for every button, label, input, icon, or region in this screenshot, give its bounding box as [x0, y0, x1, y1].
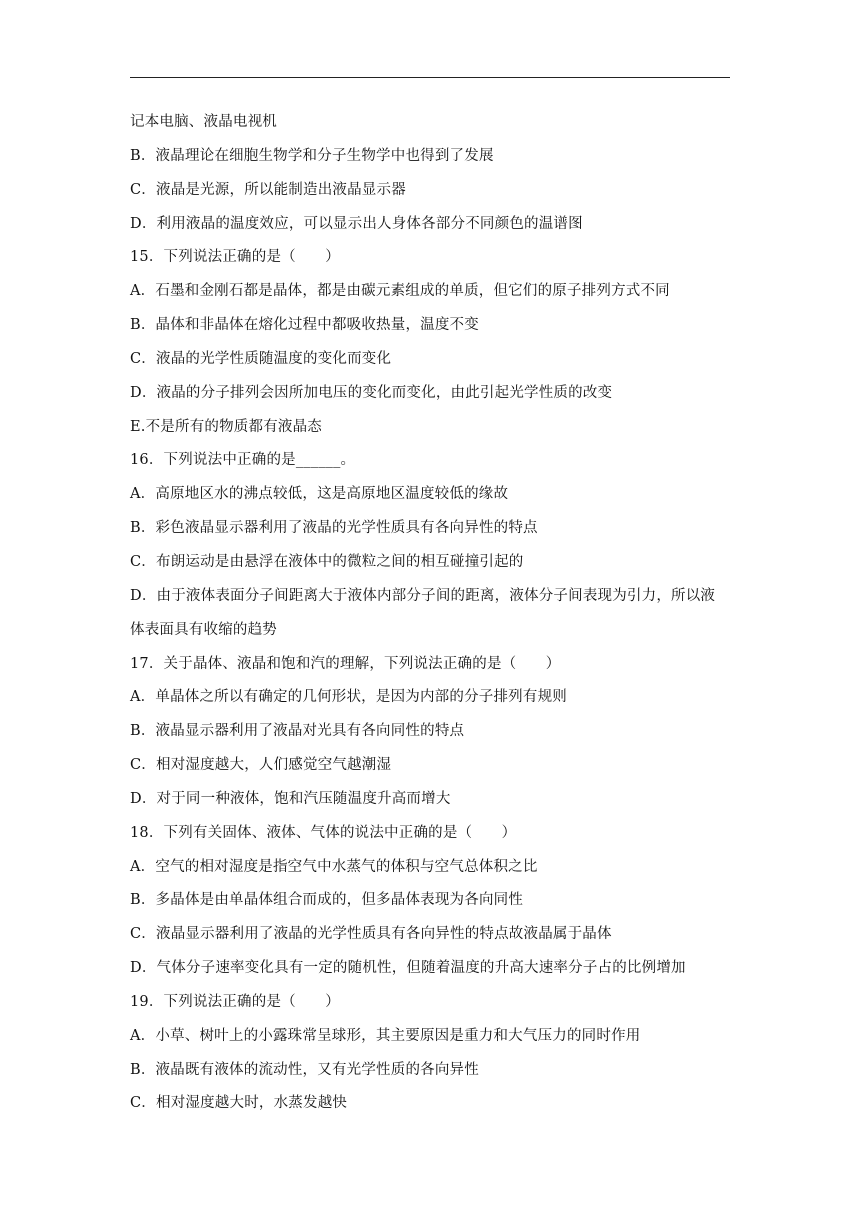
text-line: B．多晶体是由单晶体组合而成的，但多晶体表现为各向同性 — [130, 892, 524, 909]
header-rule — [130, 77, 730, 78]
text-line: A．空气的相对湿度是指空气中水蒸气的体积与空气总体积之比 — [130, 858, 538, 875]
question-stem: 16．下列说法中正确的是______。 — [130, 452, 356, 469]
text-line: B．彩色液晶显示器利用了液晶的光学性质具有各向异性的特点 — [130, 520, 538, 537]
text-line: B．液晶显示器利用了液晶对光具有各向同性的特点 — [130, 723, 465, 740]
text-line: A．石墨和金刚石都是晶体，都是由碳元素组成的单质，但它们的原子排列方式不同 — [130, 283, 670, 300]
text-line: B．液晶理论在细胞生物学和分子生物学中也得到了发展 — [130, 147, 494, 164]
text-line: C．液晶的光学性质随温度的变化而变化 — [130, 350, 392, 367]
document-body — [130, 108, 732, 1123]
text-line: C．布朗运动是由悬浮在液体中的微粒之间的相互碰撞引起的 — [130, 553, 524, 570]
text-line: D．由于液体表面分子间距离大于液体内部分子间的距离，液体分子间表现为引力，所以液 — [130, 587, 716, 604]
text-line: C．相对湿度越大，人们感觉空气越潮湿 — [130, 757, 392, 774]
text-line: 体表面具有收缩的趋势 — [130, 621, 277, 638]
text-line: C．液晶显示器利用了液晶的光学性质具有各向异性的特点故液晶属于晶体 — [130, 926, 612, 943]
text-line: D．对于同一种液体，饱和汽压随温度升高而增大 — [130, 790, 451, 807]
text-line: A．单晶体之所以有确定的几何形状，是因为内部的分子排列有规则 — [130, 689, 567, 706]
text-line: A．小草、树叶上的小露珠常呈球形，其主要原因是重力和大气压力的同时作用 — [130, 1027, 641, 1044]
text-line: C．液晶是光源，所以能制造出液晶显示器 — [130, 181, 406, 198]
text-line: E.不是所有的物质都有液晶态 — [130, 418, 322, 435]
text-line: B．液晶既有液体的流动性，又有光学性质的各向异性 — [130, 1061, 479, 1078]
question-stem: 19．下列说法正确的是（ ） — [130, 993, 340, 1010]
question-stem: 17．关于晶体、液晶和饱和汽的理解，下列说法正确的是（ ） — [130, 655, 561, 672]
text-line: D．气体分子速率变化具有一定的随机性，但随着温度的升高大速率分子占的比例增加 — [130, 960, 686, 977]
question-stem: 18．下列有关固体、液体、气体的说法中正确的是（ ） — [130, 824, 517, 841]
text-line: C．相对湿度越大时，水蒸发越快 — [130, 1095, 348, 1112]
text-line: A．高原地区水的沸点较低，这是高原地区温度较低的缘故 — [130, 486, 509, 503]
text-line: D．液晶的分子排列会因所加电压的变化而变化，由此引起光学性质的改变 — [130, 384, 613, 401]
text-line: B．晶体和非晶体在熔化过程中都吸收热量，温度不变 — [130, 317, 479, 334]
question-stem: 15．下列说法正确的是（ ） — [130, 249, 340, 266]
text-line: D．利用液晶的温度效应，可以显示出人身体各部分不同颜色的温谱图 — [130, 215, 583, 232]
text-line: 记本电脑、液晶电视机 — [130, 114, 277, 130]
